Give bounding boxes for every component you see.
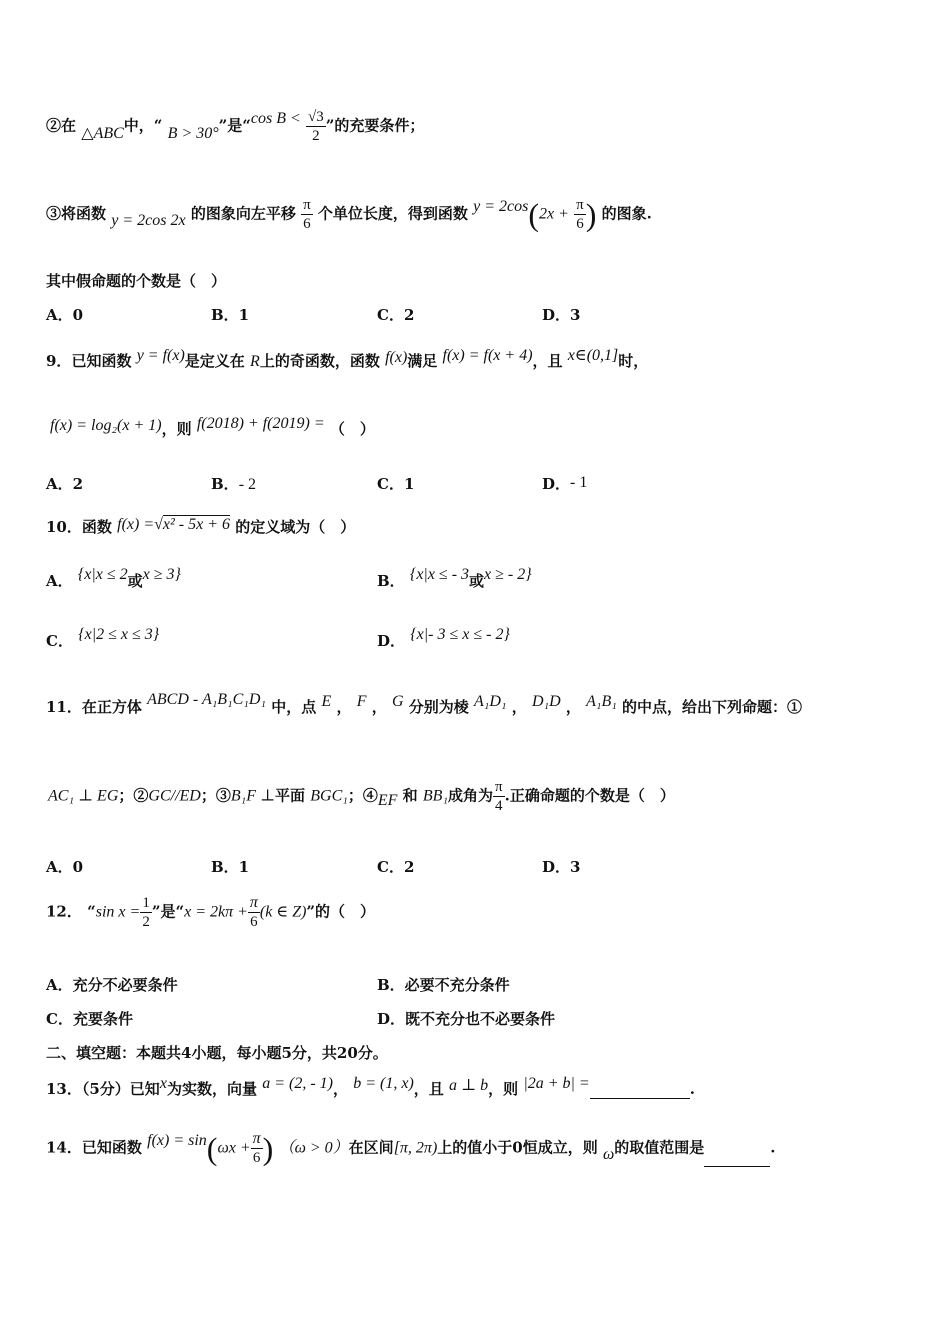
question-14: 14．已知函数 f(x) = sin(ωx + $\frac{\pi}{6}$ ) （ω > 0）在区间[π, 2π)上的值小于0恒成立，则 ω的取值范围是 . [46,1130,776,1167]
fraction: $\frac{1}{2}$ [142,895,150,930]
math-expr: f(2018) + f(2019) = [196,415,325,432]
fraction: $\frac{\pi}{6}$ [252,1130,261,1166]
math-expr: y = 2cos 2x [111,211,186,229]
paren: ( [206,1130,218,1167]
math-expr: △ABC [81,124,124,142]
statement-marker: ③ [46,204,62,223]
math-expr: cos B < [250,109,301,127]
question-13: 13．（5分）已知x为实数，向量 a = (2, - 1)， b = (1, x)，且 a ⊥ b，则 |2a + b| = . [46,1075,695,1098]
statement-marker: ② [46,116,62,135]
fraction: $\frac{\pi}{6}$ [303,197,311,232]
q10-option-b[interactable]: B． {x|x ≤ - 3或x ≥ - 2} [377,566,532,590]
math-expr: y = 2cos [473,197,529,215]
math-expr: y = f(x) [136,347,185,364]
q8-option-b[interactable]: B．1 [211,306,250,324]
math-expr: x∈(0,1] [567,347,619,364]
q12-option-d[interactable]: D．既不充分也不必要条件 [377,1010,556,1028]
q9-option-c[interactable]: C．1 [377,475,415,493]
fraction: $\frac{√3}{2}$ [308,109,324,144]
question-9-line1: 9．已知函数 y = f(x)是定义在 R上的奇函数，函数 f(x)满足 f(x) = f(x + 4)，且 x∈(0,1]时， [46,347,649,370]
math-expr: R [250,353,260,370]
q12-option-a[interactable]: A．充分不必要条件 [46,976,178,994]
q11-option-b[interactable]: B．1 [211,858,250,876]
fraction: $\frac{\pi}{4}$ [495,779,503,814]
paren: ) [262,1130,274,1167]
q8-option-d[interactable]: D．3 [542,306,581,324]
section-heading: 二、填空题：本题共4小题，每小题5分，共20分。 [46,1044,388,1062]
math-expr: f(x) [385,349,408,366]
math-expr: f(x) = [117,516,155,533]
q12-option-c[interactable]: C．充要条件 [46,1010,133,1028]
q11-option-a[interactable]: A．0 [46,858,84,876]
statement-3: ③将函数 y = 2cos 2x 的图象向左平移 $\frac{\pi}{6}$ 个单位长度，得到函数 y = 2cos(2x + $\frac{\pi}{6}$ ) 的图象. [46,196,652,233]
question-11-line2: AC₁ ⊥ EG；②GC//ED；③B₁F ⊥平面 BGC₁；④EF 和 BB₁成角为 $\frac{\pi}{4}$ .正确命题的个数是（ ） [48,779,675,814]
sqrt-sign: √ [154,516,163,533]
math-expr: ABCD - A₁B₁C₁D₁ [147,691,266,708]
q10-option-c[interactable]: C． {x|2 ≤ x ≤ 3} [46,626,160,650]
q10-option-d[interactable]: D． {x|- 3 ≤ x ≤ - 2} [377,626,510,650]
paren: ( [528,196,540,233]
answer-blank[interactable] [590,1098,690,1099]
question-11-line1: 11．在正方体 ABCD - A₁B₁C₁D₁ 中，点 E ， F ， G 分别为棱 A₁D₁ ， D₁D ， A₁B₁ 的中点，给出下列命题：① [46,691,803,716]
question-12: 12． “sin x = $\frac{1}{2}$ ”是“x = 2kπ + $\frac{\pi}{6}$ (k ∈ Z)”的（ ） [46,894,376,930]
math-expr: 2x + [539,205,569,223]
paren: ) [585,196,597,233]
q9-option-d[interactable]: D．- 1 [542,474,588,493]
fraction: $\frac{\pi}{6}$ [249,894,258,930]
question-9-line2: f(x) = log₂(x + 1)，则 f(2018) + f(2019) = （ ） [50,415,375,438]
q11-option-c[interactable]: C．2 [377,858,415,876]
q10-option-a[interactable]: A． {x|x ≤ 2或x ≥ 3} [46,566,181,590]
math-expr: f(x) = log₂(x + 1) [50,417,162,434]
q8-option-a[interactable]: A．0 [46,306,84,324]
question-10: 10．函数 f(x) =√x² - 5x + 6 的定义域为（ ） [46,516,356,536]
q8-option-c[interactable]: C．2 [377,306,415,324]
radicand: x² - 5x + 6 [162,516,231,533]
q12-option-b[interactable]: B．必要不充分条件 [377,976,510,994]
q9-option-a[interactable]: A．2 [46,475,84,493]
q11-option-d[interactable]: D．3 [542,858,581,876]
answer-blank[interactable] [704,1166,770,1167]
question-8-tail: 其中假命题的个数是（ ） [46,272,227,290]
math-expr: f(x) = f(x + 4) [442,347,533,364]
math-expr: B > 30° [167,124,219,142]
fraction: $\frac{\pi}{6}$ [576,197,584,232]
q9-option-b[interactable]: B．- 2 [211,475,257,493]
statement-2: ②在 △ABC中，“ B > 30°”是“cos B < $\frac{√3}{2}$ ”的充要条件； [46,109,425,144]
